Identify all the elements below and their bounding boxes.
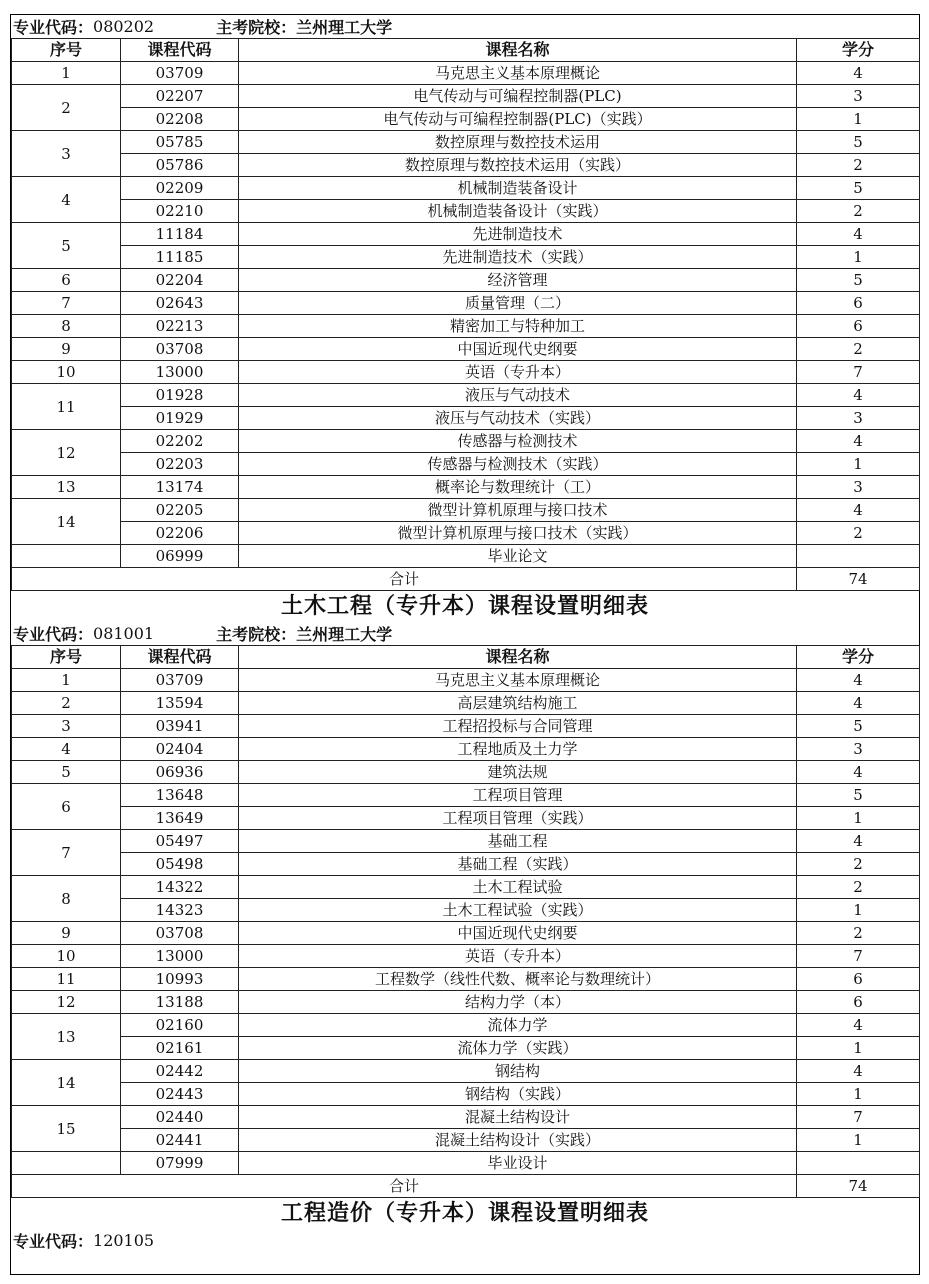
cell-credits: 2 xyxy=(797,338,920,361)
cell-credits: 4 xyxy=(797,830,920,853)
cell-course-name: 混凝土结构设计 xyxy=(239,1106,797,1129)
cell-course-code: 02442 xyxy=(121,1060,239,1083)
table-row xyxy=(12,177,920,200)
cell-credits: 4 xyxy=(797,430,920,453)
table-row xyxy=(12,761,920,784)
cell-credits: 7 xyxy=(797,1106,920,1129)
table-row xyxy=(12,522,920,545)
cell-credits: 4 xyxy=(797,499,920,522)
table-row xyxy=(12,499,920,522)
total-credits: 74 xyxy=(797,568,920,591)
cell-serial: 6 xyxy=(12,269,121,292)
cell-serial: 12 xyxy=(12,991,121,1014)
table-row xyxy=(12,807,920,830)
cell-credits: 6 xyxy=(797,292,920,315)
header-serial: 序号 xyxy=(12,646,121,669)
cell-credits: 2 xyxy=(797,853,920,876)
cell-credits: 1 xyxy=(797,899,920,922)
cell-course-code: 02208 xyxy=(121,108,239,131)
cell-course-name: 概率论与数理统计（工） xyxy=(239,476,797,499)
table-row xyxy=(12,223,920,246)
cell-course-code: 14322 xyxy=(121,876,239,899)
cell-credits: 1 xyxy=(797,1037,920,1060)
cell-credits: 5 xyxy=(797,177,920,200)
cell-course-code: 13648 xyxy=(121,784,239,807)
cell-course-name: 数控原理与数控技术运用（实践） xyxy=(239,154,797,177)
cell-course-code: 02441 xyxy=(121,1129,239,1152)
cell-course-code: 03941 xyxy=(121,715,239,738)
cell-course-code: 02206 xyxy=(121,522,239,545)
cell-credits: 2 xyxy=(797,200,920,223)
cell-course-name: 经济管理 xyxy=(239,269,797,292)
section2-info-line xyxy=(11,622,919,645)
table-row xyxy=(12,430,920,453)
cell-course-code: 06999 xyxy=(121,545,239,568)
cell-serial: 14 xyxy=(12,1060,121,1106)
cell-course-code: 03708 xyxy=(121,922,239,945)
cell-course-code: 13174 xyxy=(121,476,239,499)
cell-course-name: 英语（专升本） xyxy=(239,945,797,968)
cell-credits: 5 xyxy=(797,784,920,807)
table-row xyxy=(12,85,920,108)
section1-course-table xyxy=(11,38,920,591)
table-row xyxy=(12,715,920,738)
cell-course-name: 传感器与检测技术（实践） xyxy=(239,453,797,476)
cell-credits: 4 xyxy=(797,692,920,715)
cell-course-code: 02209 xyxy=(121,177,239,200)
table-row xyxy=(12,692,920,715)
cell-course-name: 混凝土结构设计（实践） xyxy=(239,1129,797,1152)
table-row xyxy=(12,545,920,568)
cell-course-code: 13649 xyxy=(121,807,239,830)
cell-course-name: 流体力学（实践） xyxy=(239,1037,797,1060)
cell-credits: 5 xyxy=(797,715,920,738)
table-row xyxy=(12,1106,920,1129)
cell-course-name: 英语（专升本） xyxy=(239,361,797,384)
cell-course-code: 02210 xyxy=(121,200,239,223)
major-code-label: 专业代码： xyxy=(13,1232,94,1251)
cell-credits: 2 xyxy=(797,154,920,177)
section2-title: 土木工程（专升本）课程设置明细表 xyxy=(280,594,649,619)
header-course-name: 课程名称 xyxy=(239,39,797,62)
cell-course-code: 11185 xyxy=(121,246,239,269)
cell-course-code: 02440 xyxy=(121,1106,239,1129)
cell-course-code: 03709 xyxy=(121,62,239,85)
cell-course-code: 11184 xyxy=(121,223,239,246)
cell-credits: 5 xyxy=(797,131,920,154)
cell-course-name: 电气传动与可编程控制器(PLC) xyxy=(239,85,797,108)
cell-course-code: 02160 xyxy=(121,1014,239,1037)
header-course-code: 课程代码 xyxy=(121,646,239,669)
cell-credits: 3 xyxy=(797,407,920,430)
table-row xyxy=(12,384,920,407)
table-row xyxy=(12,853,920,876)
cell-course-name: 马克思主义基本原理概论 xyxy=(239,62,797,85)
cell-course-code: 07999 xyxy=(121,1152,239,1175)
cell-course-name: 先进制造技术 xyxy=(239,223,797,246)
cell-course-code: 01928 xyxy=(121,384,239,407)
table-row xyxy=(12,669,920,692)
table-row xyxy=(12,315,920,338)
cell-course-code: 02203 xyxy=(121,453,239,476)
cell-credits: 4 xyxy=(797,669,920,692)
cell-credits: 7 xyxy=(797,945,920,968)
cell-course-name: 马克思主义基本原理概论 xyxy=(239,669,797,692)
cell-serial: 9 xyxy=(12,922,121,945)
cell-credits: 1 xyxy=(797,1083,920,1106)
cell-course-name: 机械制造装备设计（实践） xyxy=(239,200,797,223)
table-row xyxy=(12,830,920,853)
table-row xyxy=(12,361,920,384)
cell-course-name: 基础工程（实践） xyxy=(239,853,797,876)
cell-serial: 14 xyxy=(12,499,121,545)
cell-course-name: 流体力学 xyxy=(239,1014,797,1037)
cell-course-code: 05498 xyxy=(121,853,239,876)
cell-credits: 4 xyxy=(797,62,920,85)
cell-serial: 4 xyxy=(12,177,121,223)
cell-credits: 4 xyxy=(797,1014,920,1037)
table-row xyxy=(12,968,920,991)
cell-credits: 2 xyxy=(797,876,920,899)
cell-serial: 8 xyxy=(12,876,121,922)
cell-course-name: 工程项目管理 xyxy=(239,784,797,807)
table-row xyxy=(12,1037,920,1060)
section1-info-line xyxy=(11,15,919,38)
table-row xyxy=(12,784,920,807)
cell-course-name: 毕业论文 xyxy=(239,545,797,568)
cell-course-code: 02443 xyxy=(121,1083,239,1106)
header-serial: 序号 xyxy=(12,39,121,62)
cell-serial: 13 xyxy=(12,476,121,499)
cell-course-name: 机械制造装备设计 xyxy=(239,177,797,200)
cell-credits: 2 xyxy=(797,522,920,545)
table-row xyxy=(12,108,920,131)
cell-course-code: 02205 xyxy=(121,499,239,522)
cell-course-name: 传感器与检测技术 xyxy=(239,430,797,453)
cell-course-code: 03709 xyxy=(121,669,239,692)
table-row xyxy=(12,338,920,361)
cell-course-name: 工程地质及土力学 xyxy=(239,738,797,761)
total-credits: 74 xyxy=(797,1175,920,1198)
section3-info-line xyxy=(11,1229,919,1252)
cell-credits: 4 xyxy=(797,223,920,246)
cell-credits: 1 xyxy=(797,108,920,131)
total-label: 合计 xyxy=(12,1175,797,1198)
cell-course-code: 14323 xyxy=(121,899,239,922)
cell-course-name: 基础工程 xyxy=(239,830,797,853)
cell-course-name: 土木工程试验（实践） xyxy=(239,899,797,922)
major-code-label: 专业代码： xyxy=(13,18,94,37)
cell-course-name: 钢结构（实践） xyxy=(239,1083,797,1106)
cell-course-code: 02161 xyxy=(121,1037,239,1060)
table-row xyxy=(12,1014,920,1037)
cell-serial: 10 xyxy=(12,361,121,384)
cell-credits: 1 xyxy=(797,453,920,476)
cell-credits: 4 xyxy=(797,761,920,784)
cell-credits: 6 xyxy=(797,968,920,991)
cell-serial: 2 xyxy=(12,85,121,131)
total-label: 合计 xyxy=(12,568,797,591)
cell-credits: 6 xyxy=(797,315,920,338)
cell-serial: 10 xyxy=(12,945,121,968)
cell-serial: 12 xyxy=(12,430,121,476)
table-row xyxy=(12,453,920,476)
cell-course-name: 毕业设计 xyxy=(239,1152,797,1175)
cell-serial: 1 xyxy=(12,669,121,692)
cell-course-name: 先进制造技术（实践） xyxy=(239,246,797,269)
table-row xyxy=(12,1152,920,1175)
cell-credits: 2 xyxy=(797,922,920,945)
cell-course-name: 液压与气动技术（实践） xyxy=(239,407,797,430)
course-schedule-document xyxy=(10,14,920,1275)
header-course-name: 课程名称 xyxy=(239,646,797,669)
table-header-row xyxy=(12,646,920,669)
cell-course-code: 02202 xyxy=(121,430,239,453)
cell-serial: 3 xyxy=(12,715,121,738)
cell-credits: 7 xyxy=(797,361,920,384)
cell-credits: 3 xyxy=(797,85,920,108)
cell-serial: 1 xyxy=(12,62,121,85)
cell-credits xyxy=(797,545,920,568)
cell-serial: 11 xyxy=(12,968,121,991)
table-row xyxy=(12,1129,920,1152)
cell-serial: 3 xyxy=(12,131,121,177)
cell-course-name: 微型计算机原理与接口技术 xyxy=(239,499,797,522)
cell-course-code: 01929 xyxy=(121,407,239,430)
cell-serial: 13 xyxy=(12,1014,121,1060)
cell-course-name: 数控原理与数控技术运用 xyxy=(239,131,797,154)
cell-course-name: 工程数学（线性代数、概率论与数理统计） xyxy=(239,968,797,991)
major-code-label: 专业代码： xyxy=(13,625,94,644)
cell-serial: 8 xyxy=(12,315,121,338)
cell-credits: 5 xyxy=(797,269,920,292)
major-code-value: 081001 xyxy=(93,624,155,643)
table-row xyxy=(12,991,920,1014)
table-row xyxy=(12,1060,920,1083)
cell-serial: 15 xyxy=(12,1106,121,1152)
table-row xyxy=(12,1083,920,1106)
cell-course-name: 高层建筑结构施工 xyxy=(239,692,797,715)
section3-title: 工程造价（专升本）课程设置明细表 xyxy=(280,1201,649,1226)
cell-credits: 1 xyxy=(797,246,920,269)
cell-course-name: 工程项目管理（实践） xyxy=(239,807,797,830)
table-row xyxy=(12,922,920,945)
cell-serial: 6 xyxy=(12,784,121,830)
cell-serial: 5 xyxy=(12,223,121,269)
cell-serial: 9 xyxy=(12,338,121,361)
major-code-value: 080202 xyxy=(93,17,155,36)
cell-course-name: 精密加工与特种加工 xyxy=(239,315,797,338)
cell-course-code: 05497 xyxy=(121,830,239,853)
cell-course-name: 质量管理（二） xyxy=(239,292,797,315)
cell-course-code: 02643 xyxy=(121,292,239,315)
cell-serial xyxy=(12,1152,121,1175)
cell-course-name: 建筑法规 xyxy=(239,761,797,784)
cell-course-name: 结构力学（本） xyxy=(239,991,797,1014)
total-row xyxy=(12,1175,920,1198)
table-row xyxy=(12,246,920,269)
cell-credits: 4 xyxy=(797,1060,920,1083)
cell-course-code: 13000 xyxy=(121,945,239,968)
cell-course-code: 13594 xyxy=(121,692,239,715)
cell-course-code: 06936 xyxy=(121,761,239,784)
exam-school-label: 主考院校： xyxy=(216,18,297,37)
table-row xyxy=(12,269,920,292)
cell-credits: 4 xyxy=(797,384,920,407)
table-row xyxy=(12,876,920,899)
header-course-code: 课程代码 xyxy=(121,39,239,62)
cell-serial xyxy=(12,545,121,568)
cell-serial: 7 xyxy=(12,830,121,876)
cell-course-code: 13000 xyxy=(121,361,239,384)
cell-credits: 1 xyxy=(797,807,920,830)
table-row xyxy=(12,738,920,761)
cell-course-name: 土木工程试验 xyxy=(239,876,797,899)
table-row xyxy=(12,200,920,223)
exam-school-label: 主考院校： xyxy=(216,625,297,644)
cell-credits: 6 xyxy=(797,991,920,1014)
table-row xyxy=(12,476,920,499)
cell-serial: 11 xyxy=(12,384,121,430)
table-header-row xyxy=(12,39,920,62)
table-row xyxy=(12,154,920,177)
exam-school-value: 兰州理工大学 xyxy=(296,625,393,644)
cell-course-code: 02204 xyxy=(121,269,239,292)
table-row xyxy=(12,131,920,154)
cell-serial: 5 xyxy=(12,761,121,784)
cell-credits: 3 xyxy=(797,476,920,499)
cell-credits: 1 xyxy=(797,1129,920,1152)
cell-course-code: 02207 xyxy=(121,85,239,108)
table-row xyxy=(12,945,920,968)
section2-course-table xyxy=(11,645,920,1198)
table-row xyxy=(12,62,920,85)
cell-course-code: 02213 xyxy=(121,315,239,338)
cell-course-code: 10993 xyxy=(121,968,239,991)
cell-course-name: 微型计算机原理与接口技术（实践） xyxy=(239,522,797,545)
major-code-value: 120105 xyxy=(93,1231,155,1250)
cell-serial: 7 xyxy=(12,292,121,315)
total-row xyxy=(12,568,920,591)
cell-course-code: 03708 xyxy=(121,338,239,361)
cell-course-name: 电气传动与可编程控制器(PLC)（实践） xyxy=(239,108,797,131)
cell-course-code: 05785 xyxy=(121,131,239,154)
cell-course-code: 13188 xyxy=(121,991,239,1014)
cell-credits xyxy=(797,1152,920,1175)
exam-school-value: 兰州理工大学 xyxy=(296,18,393,37)
cell-course-name: 中国近现代史纲要 xyxy=(239,922,797,945)
cell-course-name: 钢结构 xyxy=(239,1060,797,1083)
cell-course-name: 中国近现代史纲要 xyxy=(239,338,797,361)
cell-course-code: 02404 xyxy=(121,738,239,761)
table-row xyxy=(12,407,920,430)
cell-course-code: 05786 xyxy=(121,154,239,177)
cell-serial: 2 xyxy=(12,692,121,715)
cell-credits: 3 xyxy=(797,738,920,761)
table-row xyxy=(12,899,920,922)
cell-course-name: 工程招投标与合同管理 xyxy=(239,715,797,738)
header-credits: 学分 xyxy=(797,646,920,669)
cell-course-name: 液压与气动技术 xyxy=(239,384,797,407)
table-row xyxy=(12,292,920,315)
cell-serial: 4 xyxy=(12,738,121,761)
header-credits: 学分 xyxy=(797,39,920,62)
